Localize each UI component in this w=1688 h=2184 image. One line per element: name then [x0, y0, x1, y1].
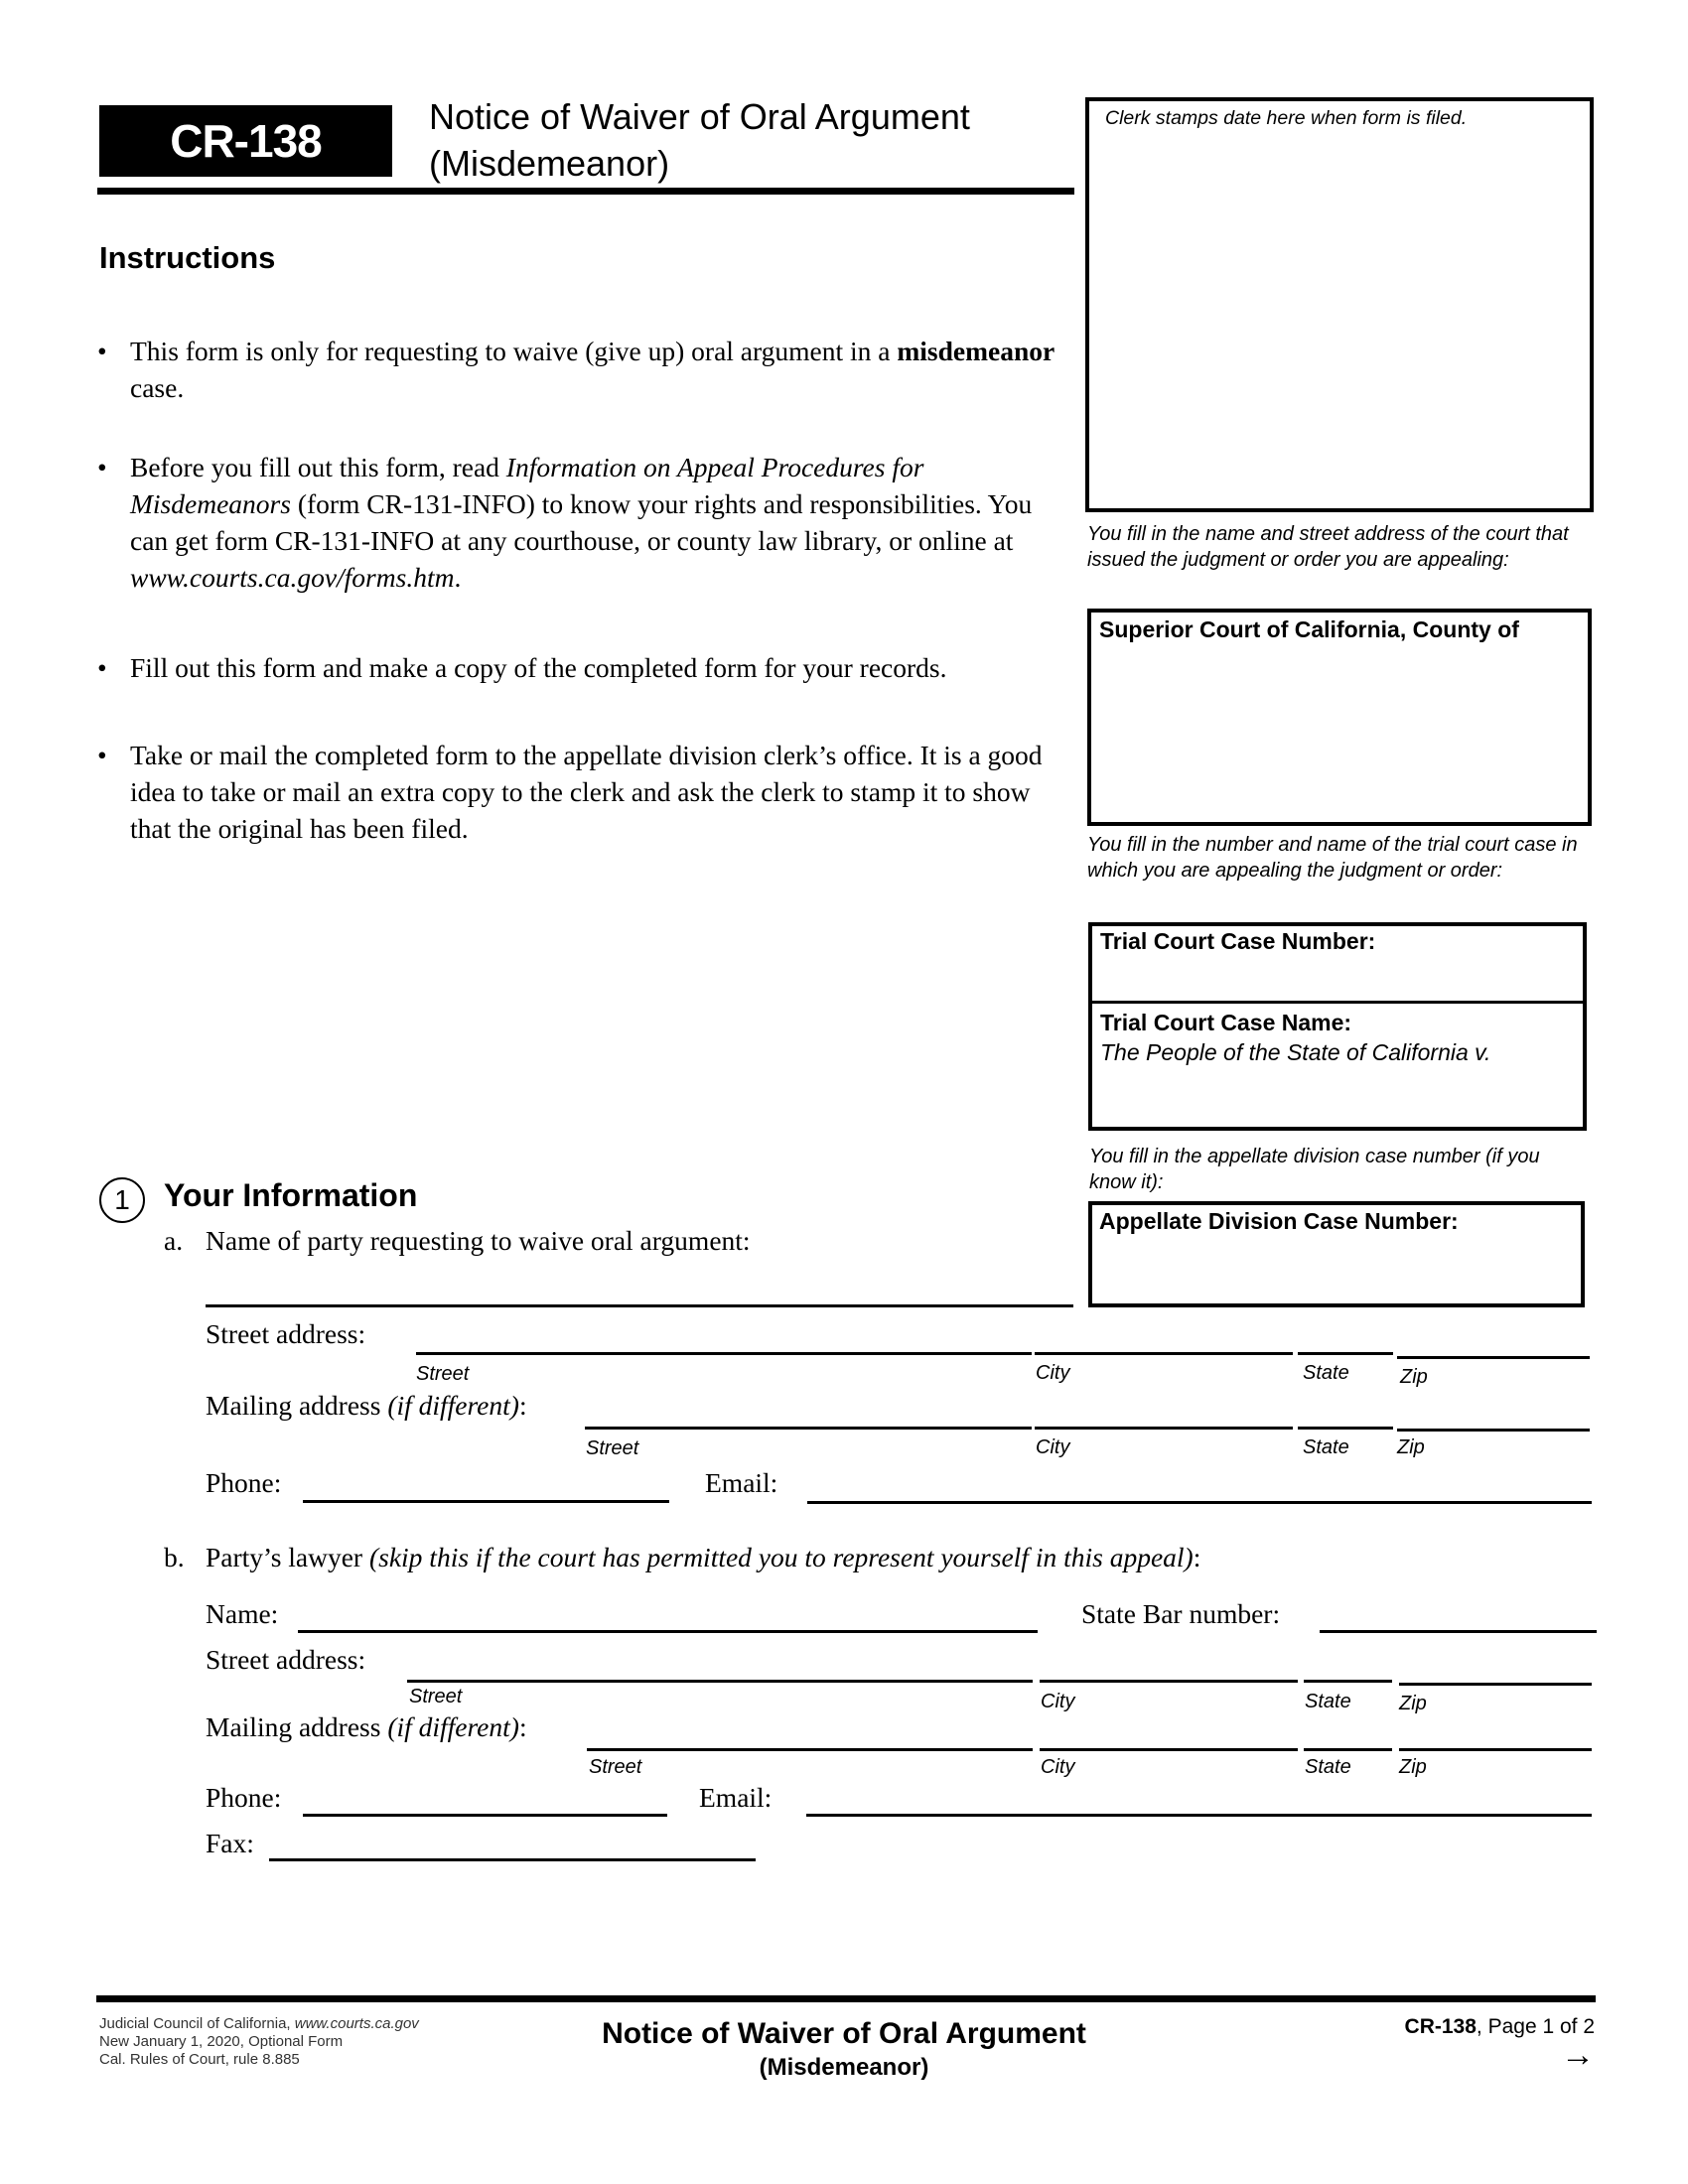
trial-case-number-field[interactable]: [1092, 926, 1583, 1004]
city-sublabel: City: [1041, 1691, 1075, 1712]
court-name-box[interactable]: [1087, 609, 1592, 826]
zip-sublabel: Zip: [1400, 1366, 1428, 1388]
court-note: You fill in the name and street address of the court that issued the judgment or order you are appealing:: [1087, 523, 1569, 571]
city-sublabel: City: [1036, 1362, 1070, 1384]
appellate-case-number-box[interactable]: [1088, 1201, 1585, 1307]
footer-info: [99, 2015, 419, 2069]
zip-sublabel: Zip: [1399, 1756, 1427, 1778]
footer-website-link[interactable]: www.courts.ca.gov: [294, 2015, 419, 2032]
party-name-label: Name of party requesting to waive oral argument:: [206, 1225, 751, 1256]
footer-page-info: [1404, 2015, 1595, 2074]
lawyer-phone-label: Phone:: [206, 1782, 282, 1813]
trial-case-name-value: The People of the State of California v.: [1100, 1039, 1491, 1065]
mailing-city-input[interactable]: [1035, 1427, 1293, 1430]
footer-title: [516, 2015, 1172, 2083]
bullet-text: (form CR-131-INFO) to know your rights and responsibilities. You can get form CR-131-INFO at any courthouse, or county law library, or online at: [130, 488, 1033, 556]
footer-form-id: CR-138: [1404, 2015, 1477, 2038]
street-sublabel: Street: [586, 1437, 639, 1459]
state-sublabel: State: [1305, 1691, 1351, 1712]
bullet-icon: •: [97, 336, 107, 366]
next-page-arrow-icon[interactable]: →: [1561, 2036, 1595, 2074]
street-address-label: Street address:: [206, 1318, 366, 1349]
instruction-bullet-1: [97, 333, 1065, 406]
court-box-label: Superior Court of California, County of: [1099, 616, 1519, 642]
lawyer-name-label: Name:: [206, 1598, 279, 1629]
instruction-bullet-4: [97, 737, 1065, 847]
email-input[interactable]: [807, 1501, 1592, 1504]
form-title-line1: Notice of Waiver of Oral Argument: [429, 96, 970, 137]
trial-case-box: [1088, 922, 1587, 1131]
mailing-label-colon: :: [518, 1711, 527, 1742]
state-sublabel: State: [1303, 1436, 1349, 1458]
page-indicator: , Page 1 of 2: [1476, 2015, 1595, 2038]
bullet-text: This form is only for requesting to waive (give up) oral argument in a: [130, 336, 898, 366]
form-title: [429, 93, 970, 187]
street-input[interactable]: [416, 1352, 1032, 1355]
footer-line-1: [99, 2015, 419, 2033]
lawyer-mailing-street-input[interactable]: [587, 1748, 1033, 1751]
part-a-marker: a.: [164, 1225, 184, 1256]
bullet-text: .: [454, 562, 462, 593]
party-name-input[interactable]: [206, 1304, 1073, 1307]
phone-input[interactable]: [303, 1500, 669, 1503]
street-sublabel: Street: [409, 1686, 463, 1707]
lawyer-email-input[interactable]: [806, 1814, 1592, 1817]
zip-input[interactable]: [1397, 1356, 1590, 1359]
clerk-stamp-box: [1085, 97, 1594, 512]
footer-line-3: Cal. Rules of Court, rule 8.885: [99, 2051, 300, 2068]
lawyer-zip-input[interactable]: [1399, 1683, 1592, 1686]
lawyer-heading: [206, 1542, 1200, 1573]
city-sublabel: City: [1036, 1436, 1070, 1458]
mailing-label-colon: :: [518, 1390, 527, 1421]
form-id-badge: CR-138: [99, 105, 392, 177]
mailing-label-text: Mailing address: [206, 1390, 388, 1421]
form-title-line2: (Misdemeanor): [429, 143, 670, 184]
footer-title-line1: Notice of Waiver of Oral Argument: [602, 2017, 1086, 2050]
mailing-zip-input[interactable]: [1397, 1429, 1590, 1432]
lawyer-fax-label: Fax:: [206, 1828, 254, 1858]
mailing-state-input[interactable]: [1298, 1427, 1393, 1430]
lawyer-label-qualifier: (skip this if the court has permitted you to represent yourself in this appeal): [368, 1542, 1194, 1572]
bullet-text-bold: misdemeanor: [897, 336, 1055, 366]
bullet-text: case.: [130, 372, 185, 403]
lawyer-mailing-zip-input[interactable]: [1399, 1748, 1592, 1751]
section-number-badge: 1: [99, 1177, 145, 1223]
header-rule: [97, 188, 1074, 195]
forms-website-link[interactable]: www.courts.ca.gov/forms.htm: [130, 562, 455, 593]
lawyer-mailing-address-label: [206, 1711, 527, 1743]
lawyer-label-colon: :: [1193, 1542, 1201, 1572]
case-note: You fill in the number and name of the trial court case in which you are appealing the judgment or order:: [1087, 834, 1578, 882]
mailing-label-text: Mailing address: [206, 1711, 388, 1742]
referenced-form-title: Information on Appeal Procedures for Misdemeanors: [130, 452, 924, 519]
street-sublabel: Street: [416, 1363, 470, 1385]
footer-line-2: New January 1, 2020, Optional Form: [99, 2033, 344, 2050]
bullet-text: Before you fill out this form, read: [130, 452, 506, 482]
state-bar-input[interactable]: [1320, 1630, 1597, 1633]
bullet-text: Fill out this form and make a copy of the completed form for your records.: [130, 652, 947, 683]
lawyer-mailing-city-input[interactable]: [1040, 1748, 1298, 1751]
appellate-note: You fill in the appellate division case number (if you know it):: [1089, 1146, 1540, 1193]
bullet-icon: •: [97, 452, 107, 482]
appellate-case-number-label: Appellate Division Case Number:: [1099, 1208, 1459, 1234]
instruction-bullet-2: [97, 449, 1065, 596]
bullet-text: Take or mail the completed form to the appellate division clerk’s office. It is a good idea to take or mail an extra copy to the clerk and ask the clerk to stamp it to show that the original has been filed.: [130, 740, 1043, 844]
phone-label: Phone:: [206, 1467, 282, 1498]
zip-sublabel: Zip: [1397, 1436, 1425, 1458]
state-sublabel: State: [1305, 1756, 1351, 1778]
lawyer-city-input[interactable]: [1040, 1680, 1298, 1683]
clerk-stamp-label: Clerk stamps date here when form is filed.: [1105, 107, 1468, 129]
lawyer-name-input[interactable]: [298, 1630, 1038, 1633]
mailing-label-qualifier: (if different): [387, 1711, 519, 1742]
lawyer-mailing-state-input[interactable]: [1304, 1748, 1392, 1751]
zip-sublabel: Zip: [1399, 1693, 1427, 1714]
city-sublabel: City: [1041, 1756, 1075, 1778]
footer-rule: [96, 1995, 1596, 2002]
lawyer-street-input[interactable]: [407, 1680, 1033, 1683]
footer-title-line2: (Misdemeanor): [759, 2054, 929, 2081]
mailing-label-qualifier: (if different): [387, 1390, 519, 1421]
lawyer-label-text: Party’s lawyer: [206, 1542, 369, 1572]
trial-case-name-label: Trial Court Case Name:: [1100, 1010, 1352, 1035]
lawyer-state-input[interactable]: [1304, 1680, 1392, 1683]
street-sublabel: Street: [589, 1756, 642, 1778]
lawyer-email-label: Email:: [699, 1782, 773, 1813]
state-sublabel: State: [1303, 1362, 1349, 1384]
bullet-icon: •: [97, 740, 107, 770]
state-input[interactable]: [1298, 1352, 1393, 1355]
instructions-heading: Instructions: [99, 240, 276, 275]
lawyer-street-address-label: Street address:: [206, 1644, 366, 1675]
lawyer-phone-input[interactable]: [303, 1814, 667, 1817]
bullet-icon: •: [97, 652, 107, 683]
trial-case-number-label: Trial Court Case Number:: [1100, 928, 1376, 954]
instruction-bullet-3: [97, 649, 1065, 686]
lawyer-fax-input[interactable]: [269, 1858, 756, 1861]
footer-publisher: Judicial Council of California,: [99, 2015, 295, 2032]
email-label: Email:: [705, 1467, 778, 1498]
part-b-marker: b.: [164, 1542, 185, 1572]
mailing-street-input[interactable]: [585, 1427, 1032, 1430]
section-title: Your Information: [164, 1177, 418, 1213]
state-bar-label: State Bar number:: [1081, 1598, 1281, 1629]
city-input[interactable]: [1035, 1352, 1293, 1355]
mailing-address-label: [206, 1390, 527, 1422]
trial-case-name-field[interactable]: [1092, 1004, 1583, 1066]
